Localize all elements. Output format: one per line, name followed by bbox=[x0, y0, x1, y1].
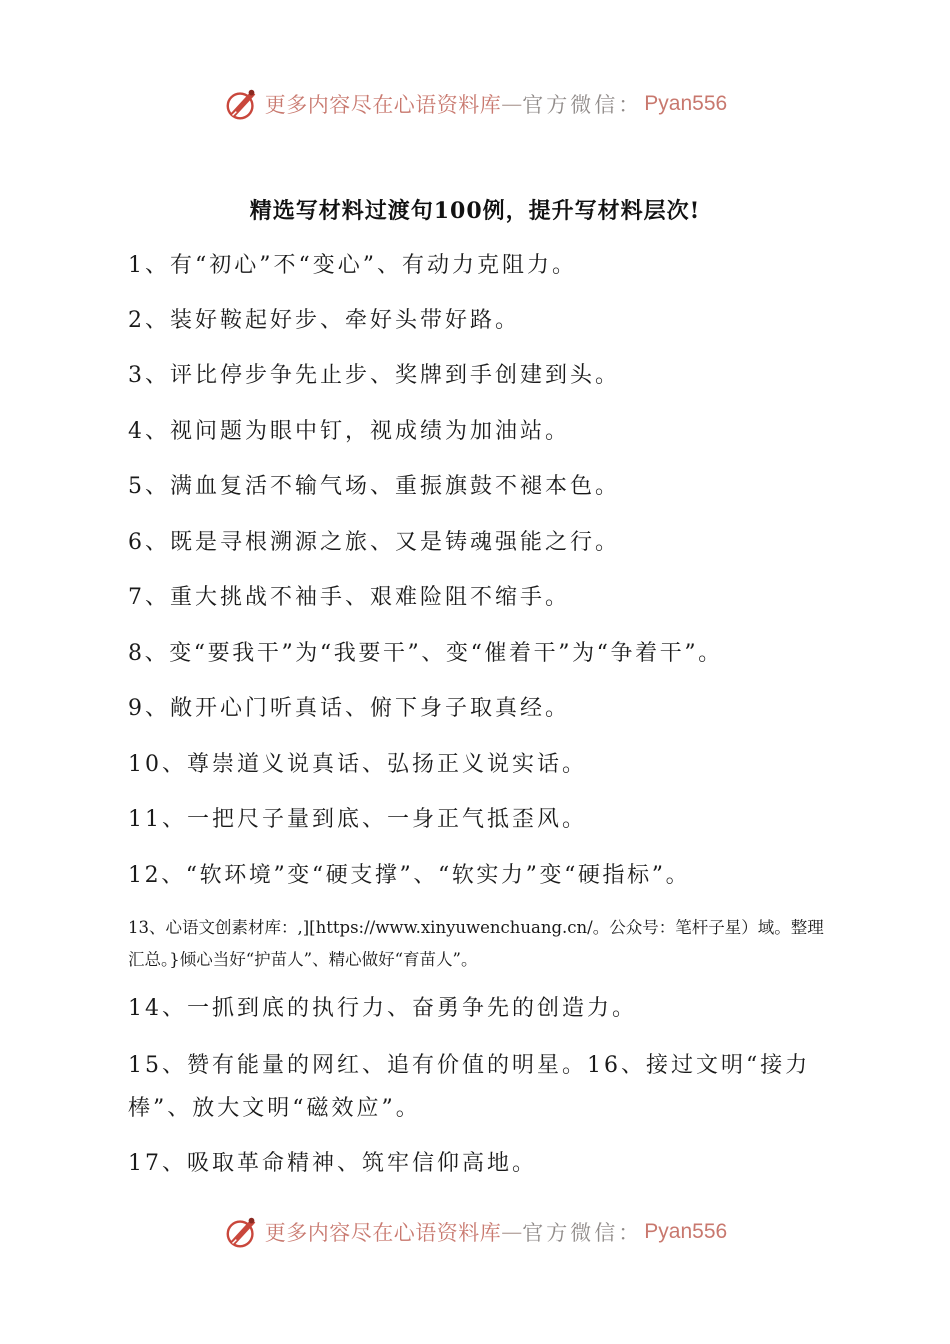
list-item: 17、吸取革命精神、筑牢信仰高地。 bbox=[128, 1151, 537, 1176]
banner-wechat-id: Pyan556 bbox=[644, 1220, 728, 1243]
list-item: 10、尊崇道义说真话、弘扬正义说实话。 bbox=[128, 752, 587, 777]
list-item: 15、赞有能量的网红、追有价值的明星。16、接过文明“接力棒”、放大文明“磁效应”。 bbox=[128, 1053, 811, 1121]
list-item: 8、变“要我干”为“我要干”、变“催着干”为“争着干”。 bbox=[128, 641, 723, 666]
list-item: 1、有“初心”不“变心”、有动力克阻力。 bbox=[128, 253, 577, 278]
banner-wechat-label: 官方微信： bbox=[522, 1221, 643, 1245]
list-item: 2、装好鞍起好步、牵好头带好路。 bbox=[128, 308, 520, 333]
list-item: 12、“软环境”变“硬支撑”、“软实力”变“硬指标”。 bbox=[128, 863, 691, 888]
pen-logo-icon bbox=[223, 1213, 261, 1251]
list-item: 7、重大挑战不袖手、艰难险阻不缩手。 bbox=[128, 585, 570, 610]
list-item: 5、满血复活不输气场、重振旗鼓不褪本色。 bbox=[128, 474, 620, 499]
banner-wechat-id: Pyan556 bbox=[644, 92, 728, 115]
banner-main-text: 更多内容尽在心语资料库 bbox=[264, 1221, 502, 1245]
list-item: 11、一把尺子量到底、一身正气抵歪风。 bbox=[128, 807, 587, 832]
document-title: 精选写材料过渡句100例，提升写材料层次! bbox=[249, 198, 701, 224]
pen-logo-icon bbox=[223, 85, 261, 123]
banner-dash: — bbox=[501, 92, 523, 116]
header-watermark bbox=[0, 80, 950, 128]
list-item: 6、既是寻根溯源之旅、又是铸魂强能之行。 bbox=[128, 530, 620, 555]
banner-wechat-label: 官方微信： bbox=[522, 93, 643, 117]
footer-watermark bbox=[0, 1208, 950, 1256]
list-item: 14、一抓到底的执行力、奋勇争先的创造力。 bbox=[128, 996, 637, 1021]
banner-main-text: 更多内容尽在心语资料库 bbox=[264, 93, 502, 117]
list-item: 9、敞开心门听真话、俯下身子取真经。 bbox=[128, 696, 570, 721]
list-item: 4、视问题为眼中钉，视成绩为加油站。 bbox=[128, 419, 570, 444]
list-item: 13、心语文创素材库：,][https://www.xinyuwenchuang.cn/。公众号：笔杆子星）域。整理汇总。}倾心当好“护苗人”、精心做好“育苗人”。 bbox=[128, 918, 824, 969]
list-item: 3、评比停步争先止步、奖牌到手创建到头。 bbox=[128, 363, 620, 388]
banner-dash: — bbox=[501, 1220, 523, 1244]
